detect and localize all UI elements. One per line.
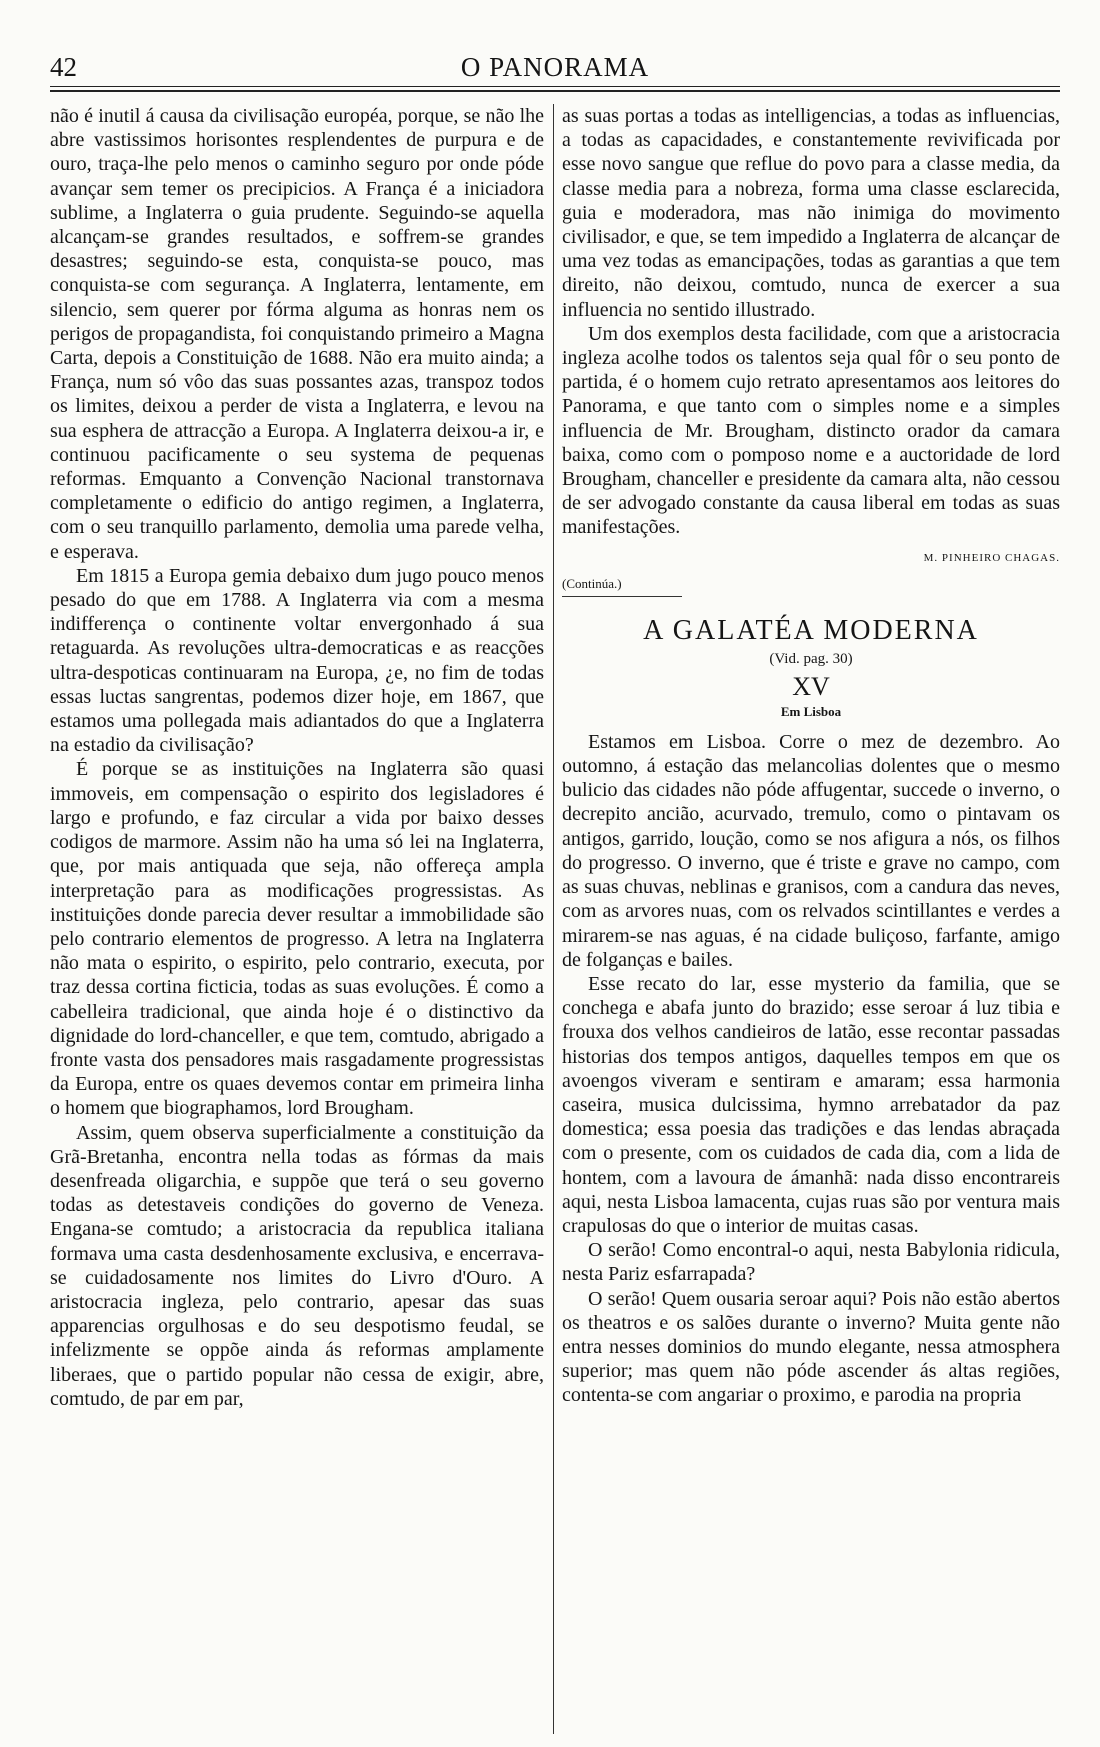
paragraph: Esse recato do lar, esse mysterio da familia, que se conchega e abafa junto do brazido; esse seroar á luz tibia e frouxa dos velhos candieiros de latão, esse recontar passadas historias dos tempos antigos, daquelles tempos em que os avoengos viveram e sentiram e amaram; essa harmonia caseira, musica dulcissima, hymno arrebatador da paz domestica; essa poesia das tradições e das lendas abraçada com o presente, com os cuidados de cada dia, com a lida de hontem, com a lavoura de ámanhã: nada disso encontrareis aqui, nesta Lisboa lamacenta, cujas ruas são por ventura mais crapulosas do que o interior de muitas casas. <box>562 972 1060 1237</box>
chapter-subtitle: Em Lisboa <box>780 703 842 719</box>
paragraph: as suas portas a todas as intelligencias, a todas as influencias, a todas as capacidades, e constantemente revivificada por esse novo sangue que reflue do povo para a classe media, da classe media para a nobreza, forma uma classe esclarecida, guia e moderadora, mas não inimiga do movimento civilisador, e que, se tem impedido a Inglaterra de alcançar de uma vez todas as emancipações, todas as garantias a que tem direito, não deixou, comtudo, nunca de exercer a sua influencia no sentido illustrado. <box>562 105 1060 321</box>
right-column <box>562 104 1060 1734</box>
running-title: O PANORAMA <box>460 52 650 82</box>
continued-note: (Continúa.) <box>562 572 682 597</box>
paragraph: Assim, quem observa superficialmente a constituição da Grã-Bretanha, encontra nella todas as fórmas da mais desenfreada oligarchia, e suppõe que terá o seu governo todas as detestaveis condições do governo de Veneza. Engana-se comtudo; a aristocracia da republica italiana formava uma casta desdenhosamente exclusiva, e encerrava-se cuidadosamente nos limites do Livro d'Ouro. A aristocracia ingleza, pelo contrario, apesar das suas apparencias orgulhosas e do seu despotismo feudal, se infelizmente se oppõe ainda ás reformas amplamente liberaes, que o partido popular não cessa de exigir, abre, comtudo, de par em par, <box>50 1121 544 1410</box>
page-number: 42 <box>50 52 77 82</box>
header-rule <box>50 86 1060 87</box>
paragraph: O serão! Quem ousaria seroar aqui? Pois não estão abertos os theatros e os salões durante o inverno? Muita gente não entra nesses dominios do mundo elegante, nessa atmosphera superior; mas quem não póde ascender ás altas regiões, contenta-se com angariar o proximo, e parodia na propria <box>562 1287 1060 1407</box>
column-divider <box>553 104 554 1734</box>
paragraph: Estamos em Lisboa. Corre o mez de dezembro. Ao outomno, á estação das melancolias dolentes que o mesmo bulicio das cidades não póde affugentar, succede o inverno, o decrepito ancião, acurvado, tremulo, como o pintavam os antigos, garrido, loução, como se nos afigura a nós, os filhos do progresso. O inverno, que é triste e grave no campo, com as suas chuvas, neblinas e granisos, com a candura das neves, com as arvores nuas, com os relvados scintillantes e verdes a mirarem-se nas aguas, é na cidade buliçoso, farfante, amigo de folganças e bailes. <box>562 730 1060 971</box>
paragraph: O serão! Como encontral-o aqui, nesta Babylonia ridicula, nesta Pariz esfarrapada? <box>562 1239 1060 1286</box>
chapter-number: XV <box>792 672 830 702</box>
article-title: A GALATÉA MODERNA <box>643 615 979 647</box>
author-signature: M. PINHEIRO CHAGAS. <box>923 551 1060 564</box>
paragraph: É porque se as instituições na Inglaterra são quasi immoveis, em compensação o espirito dos legisladores é largo e profundo, e faz circular a vida por baixo desses codigos de marmore. Assim não ha uma só lei na Inglaterra, que, por mais antiquada que seja, não offereça ampla interpretação para as modificações progressistas. As instituições donde parecia dever resultar a immobilidade são pelo contrario elementos de progresso. A letra na Inglaterra não mata o espirito, o espirito, pelo contrario, executa, por traz dessa cortina ficticia, todas as suas evoluções. É como a cabelleira tradicional, que ainda hoje é o distinctivo da dignidade do lord-chanceller, e que tem, comtudo, abrigado a fronte vasta dos pensadores mais rasgadamente progressistas da Europa, entre os quaes devemos contar em primeira linha o homem que biographamos, lord Brougham. <box>50 758 544 1120</box>
paragraph: Um dos exemplos desta facilidade, com que a aristocracia ingleza acolhe todos os talentos seja qual fôr o seu ponto de partida, é o homem cujo retrato apresentamos aos leitores do Panorama, e que tanto com o simples nome e a simples influencia de Mr. Brougham, distincto orador da camara baixa, como com o pomposo nome e a auctoridade de lord Brougham, chanceller e presidente da camara alta, não cessou de ser advogado constante da causa liberal em todas as suas manifestações. <box>562 322 1060 539</box>
header-rule-thick <box>50 90 1060 92</box>
left-column <box>50 104 544 1734</box>
paragraph: Em 1815 a Europa gemia debaixo dum jugo pouco menos pesado do que em 1788. A Inglaterra via com a mesma indifferença o continente voltar envergonhado á sua retaguarda. As revoluções ultra-democraticas e as reacções ultra-despoticas continuaram na Europa, ¿e, no fim de todas essas luctas sangrentas, podemos dizer hoje, em 1867, que estamos uma pollegada mais adiantados do que a Inglaterra na estadio da civilisação? <box>50 564 544 757</box>
paragraph: não é inutil á causa da civilisação européa, porque, se não lhe abre vastissimos horisontes resplendentes de purpura e de ouro, traça-lhe pelo menos o caminho seguro por onde póde avançar sem temer os precipicios. A França é a iniciadora sublime, a Inglaterra o guia prudente. Seguindo-se aquella alcançam-se grandes resultados, e soffrem-se grandes desastres; seguindo-se esta, conquista-se pouco, mas conquista-se com segurança. A Inglaterra, lentamente, em silencio, sem querer por fórma alguma as honras nem os perigos de propagandista, foi conquistando primeiro a Magna Carta, depois a Constituição de 1688. Não era muito ainda; a França, num só vôo das suas possantes azas, transpoz todos os limites, deixou a perder de vista a Inglaterra, e levou na sua esphera de attracção a Europa. A Inglaterra deixou-a ir, e continuou pacificamente o seu systema de pequenas reformas. Emquanto a Convenção Nacional transtornava completamente o edificio do antigo regimen, a Inglaterra, com o seu tranquillo parlamento, demolia uma parede velha, e esperava. <box>50 105 544 563</box>
article-reference: (Vid. pag. 30) <box>769 651 853 668</box>
